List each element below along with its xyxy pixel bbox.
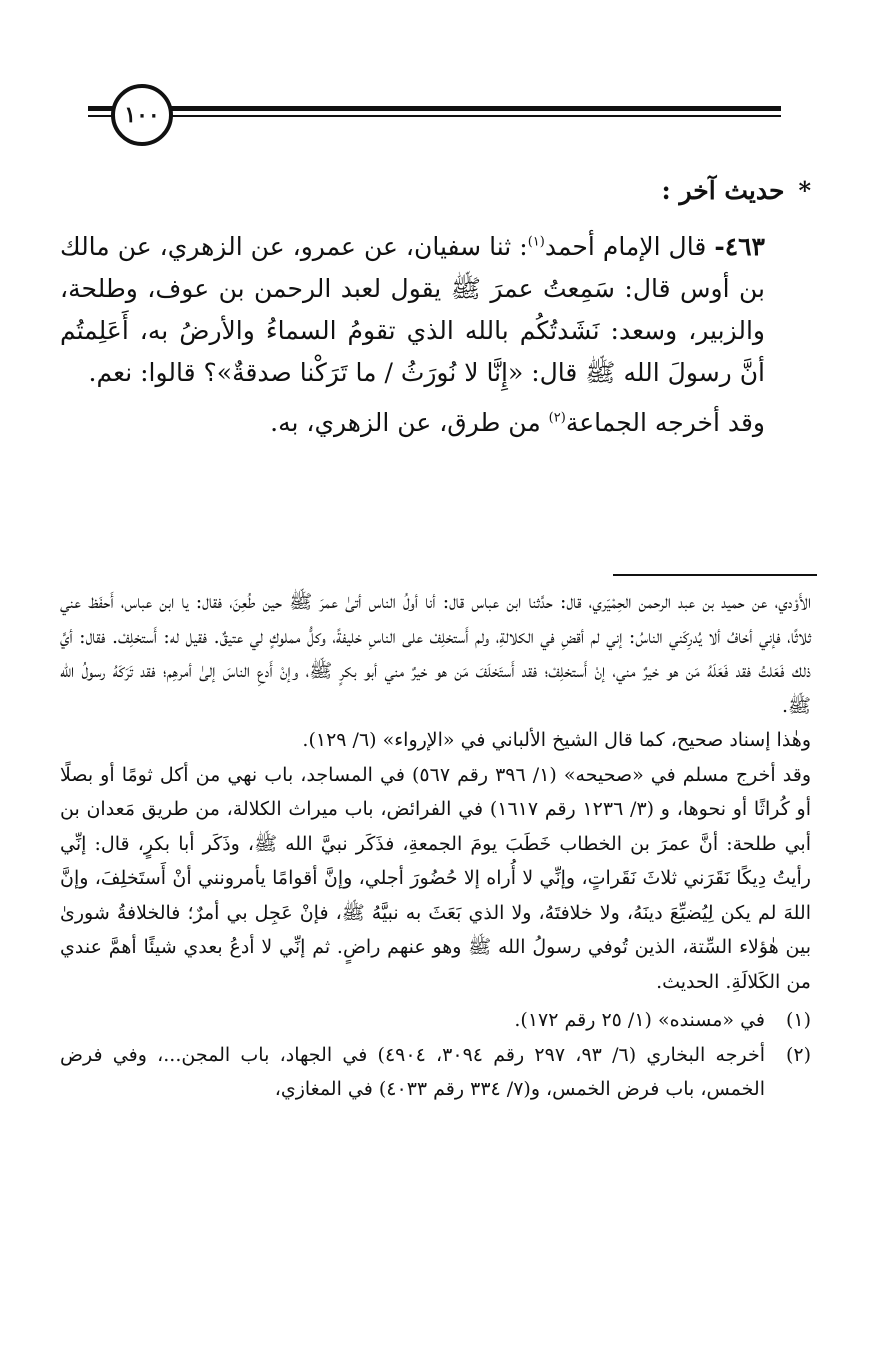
footnote-item bbox=[60, 1003, 811, 1038]
page-number-text: ١٠٠ bbox=[124, 102, 160, 128]
footnote-number: (١) bbox=[785, 1009, 811, 1031]
header-rule bbox=[88, 106, 781, 111]
hadith-text-2: : ثنا سفيان، عن عمرو، عن الزهري، عن مالك بن أوس قال: سَمِعتُ عمرَ ﷺ يقول لعبد الرحمن بن عوف، وطلحة، والزبير، وسعد: نَشَدتُكُم بالله الذي تقومُ السماءُ والأرضُ به، أَعَلِمتُم أنَّ رسولَ الله ﷺ قال: «إِنَّا لا نُورَثُ / ما تَرَكْنا صدقةٌ»؟ قالوا: نعم. bbox=[60, 232, 765, 387]
header-rule-thin bbox=[88, 115, 781, 117]
footnote-ref-1: (١) bbox=[527, 234, 545, 250]
footnote-ref-2: (٢) bbox=[548, 410, 566, 426]
footnote-number: (٢) bbox=[785, 1043, 811, 1066]
footnote-continuation: وهٰذا إسناد صحيح، كما قال الشيخ الألباني في «الإرواء» (٦/ ١٢٩). bbox=[302, 729, 811, 751]
footnote-continuation: الأَوْدي، عن حميد بن عبد الرحمن الحِمْيَري، قال: حدَّثنا ابن عباس قال: أنا أولُ الناس أتىٰ عمرَ ﷺ حين طُعِنَ، فقال: يا ابن عباس، أَحفَظ عني ثلاثًا، فإني أخافُ ألا يُدرِكَني الناسُ: إني لم أقضِ في الكلالةِ، ولم أَستخلِفْ على الناسِ خليفةً، وكلُّ مملوكٍ لي عتيقٌ. فقيل له: أَستخلِفْ. فقال: أيَّ ذلك فَعَلتُ فقد فَعَلَهُ مَن هو خيرٌ مني، إنْ أَستخلِفْ؛ فقد أَستَخلَفَ مَن هو خيرٌ مني أبو بكرٍ ﷺ، وإنْ أَدعِ الناسَ إلىٰ أمرهِم؛ فقد تَرَكَهُ رسولُ الله ﷺ. bbox=[60, 591, 811, 717]
main-text bbox=[60, 170, 811, 444]
hadith-number: ٤٦٣- bbox=[714, 232, 765, 261]
hadith-text-1: قال الإمام أحمد bbox=[544, 232, 707, 261]
closing-text-1: وقد أخرجه الجماعة bbox=[565, 408, 765, 437]
asterisk-icon: * bbox=[798, 176, 811, 205]
footnote-text: في «مسنده» (١/ ٢٥ رقم ١٧٢). bbox=[514, 1009, 765, 1031]
footnote-continuation: وقد أخرج مسلم في «صحيحه» (١/ ٣٩٦ رقم ٥٦٧) في المساجد، باب نهي من أكل ثومًا أو بصلًا أو كُراثًا أو نحوها، و (٣/ ١٢٣٦ رقم ١٦١٧) في الفرائض، باب ميراث الكلالة، من طريق مَعدان بن أبي طلحة: أنَّ عمرَ بن الخطاب خَطَبَ يومَ الجمعةِ، فذَكَر نبيَّ الله ﷺ، وذَكَر أبا بكرٍ، قال: إنِّي رأيتُ دِيكًا نَقَرَني ثلاثَ نَقَراتٍ، وإنِّي لا أُراه إلا حُضُورَ أجلي، وإنَّ أقوامًا يأمرونني أنْ أَستَخلِفَ، وإنَّ اللهَ لم يكن لِيُضيِّعَ دينَهُ، ولا خلافتَهُ، ولا الذي بَعَثَ به نبيَّهُ ﷺ، فإنْ عَجِل بي أمرٌ؛ فالخلافةُ شورىٰ بين هٰؤلاء السِّتة، الذين تُوفي رسولُ الله ﷺ وهو عنهم راضٍ. ثم إنِّي لا أدعُ بعدي شيئًا أهمَّ عندي من الكَلالَةِ. الحديث. bbox=[60, 763, 811, 993]
closing-text-2: من طرق، عن الزهري، به. bbox=[270, 408, 549, 437]
footnote-separator bbox=[613, 574, 817, 576]
closing-paragraph bbox=[60, 402, 811, 444]
hadith-paragraph bbox=[60, 226, 811, 394]
footnote-text: أخرجه البخاري (٦/ ٩٣، ٢٩٧ رقم ٣٠٩٤، ٤٩٠٤) في الجهاد، باب المجن...، وفي فرض الخمس، باب فرض الخمس، و(٧/ ٣٣٤ رقم ٤٠٣٣) في المغازي، bbox=[60, 1043, 765, 1100]
section-heading bbox=[60, 170, 811, 212]
footnotes bbox=[60, 585, 811, 1107]
footnote-item bbox=[60, 1038, 811, 1107]
page-number bbox=[111, 84, 173, 146]
section-title: حديث آخر : bbox=[661, 176, 785, 205]
